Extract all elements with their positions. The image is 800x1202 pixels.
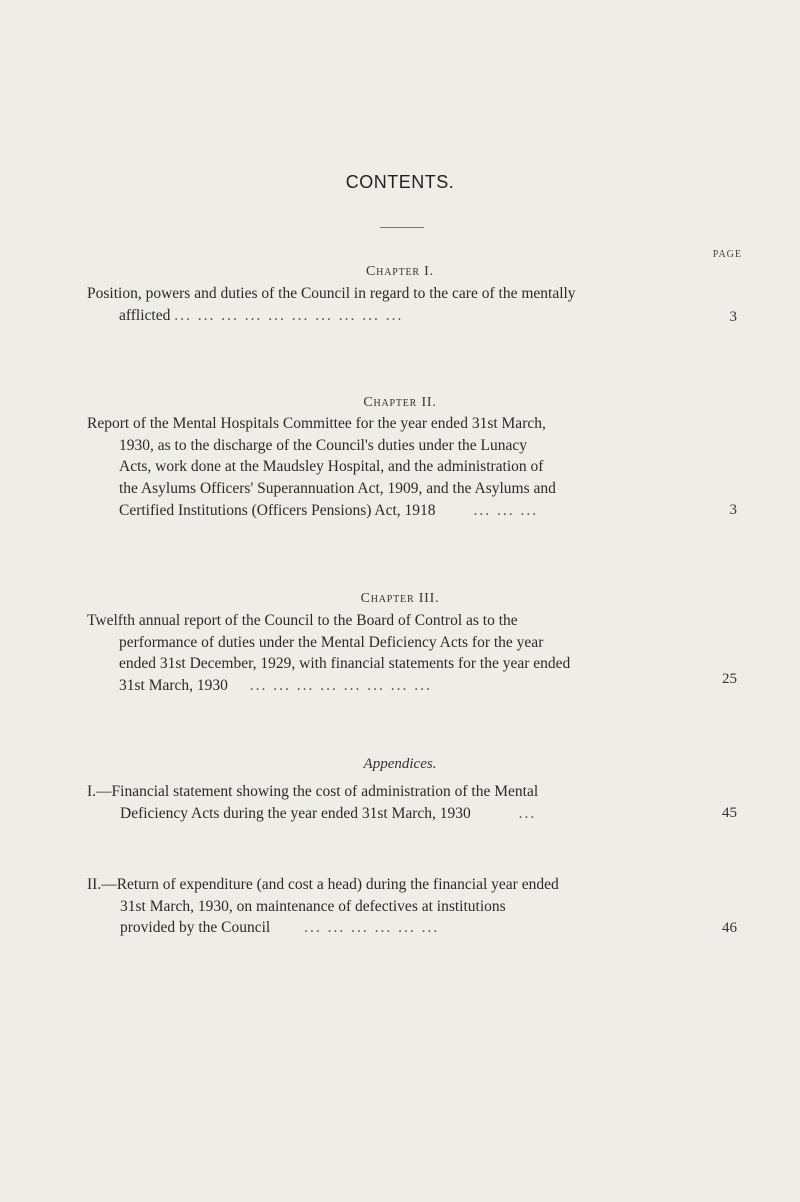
chapter-3-page-number: 25 xyxy=(722,671,737,687)
dot-leader: ... xyxy=(518,804,537,822)
dot-leader: ... ... ... ... ... ... ... ... ... ... xyxy=(174,306,404,324)
entry-last-line xyxy=(87,803,707,825)
entry-line: Deficiency Acts during the year ended 31st March, 1930 xyxy=(120,804,471,822)
chapter-3-entry xyxy=(87,610,707,697)
entry-line: provided by the Council xyxy=(120,919,271,937)
dot-leader: ... ... ... xyxy=(473,501,539,519)
entry-line: 31st March, 1930, on maintenance of defectives at institutions xyxy=(120,897,506,915)
entry-last-line xyxy=(87,305,707,327)
dot-leader: ... ... ... ... ... ... ... ... xyxy=(249,677,432,695)
chapter-1-entry xyxy=(87,283,707,326)
appendix-1-page-number: 45 xyxy=(722,805,737,821)
entry-line: 1930, as to the discharge of the Council's duties under the Lunacy xyxy=(119,436,527,454)
entry-last-line xyxy=(87,500,707,522)
entry-line: 31st March, 1930 xyxy=(119,677,228,695)
entry-line: I.—Financial statement showing the cost of administration of the Mental xyxy=(87,783,539,800)
chapter-3-heading: Chapter III. xyxy=(360,591,440,606)
chapter-1-heading: Chapter I. xyxy=(366,264,434,279)
entry-line: II.—Return of expenditure (and cost a head) during the financial year ended xyxy=(87,876,559,893)
entry-last-line xyxy=(87,917,707,939)
entry-last-line xyxy=(87,675,707,697)
entry-line: the Asylums Officers' Superannuation Act, 1909, and the Asylums and xyxy=(119,480,556,498)
entry-line: ended 31st December, 1929, with financial statements for the year ended xyxy=(119,655,571,673)
dot-leader: ... ... ... ... ... ... xyxy=(304,919,440,937)
entry-line: Position, powers and duties of the Council in regard to the care of the mentally xyxy=(87,285,576,302)
entry-line: Certified Institutions (Officers Pensions) Act, 1918 xyxy=(119,501,436,519)
chapter-2-heading: Chapter II. xyxy=(363,395,437,410)
entry-line: Report of the Mental Hospitals Committee for the year ended 31st March, xyxy=(87,415,546,432)
appendices-heading: Appendices. xyxy=(363,756,437,772)
entry-line: afflicted xyxy=(119,306,171,324)
appendix-2-entry xyxy=(87,874,707,939)
chapter-1-page-number: 3 xyxy=(729,309,737,325)
appendix-1-entry xyxy=(87,781,707,824)
entry-line: Acts, work done at the Maudsley Hospital, and the administration of xyxy=(119,458,544,476)
entry-line: performance of duties under the Mental Deficiency Acts for the year xyxy=(119,633,544,651)
page-column-header: PAGE xyxy=(712,249,742,260)
title-divider xyxy=(380,227,424,228)
chapter-2-page-number: 3 xyxy=(729,502,737,518)
entry-line: Twelfth annual report of the Council to the Board of Control as to the xyxy=(87,612,518,629)
contents-title: CONTENTS. xyxy=(345,172,455,192)
appendix-2-page-number: 46 xyxy=(722,920,737,936)
chapter-2-entry xyxy=(87,413,707,522)
